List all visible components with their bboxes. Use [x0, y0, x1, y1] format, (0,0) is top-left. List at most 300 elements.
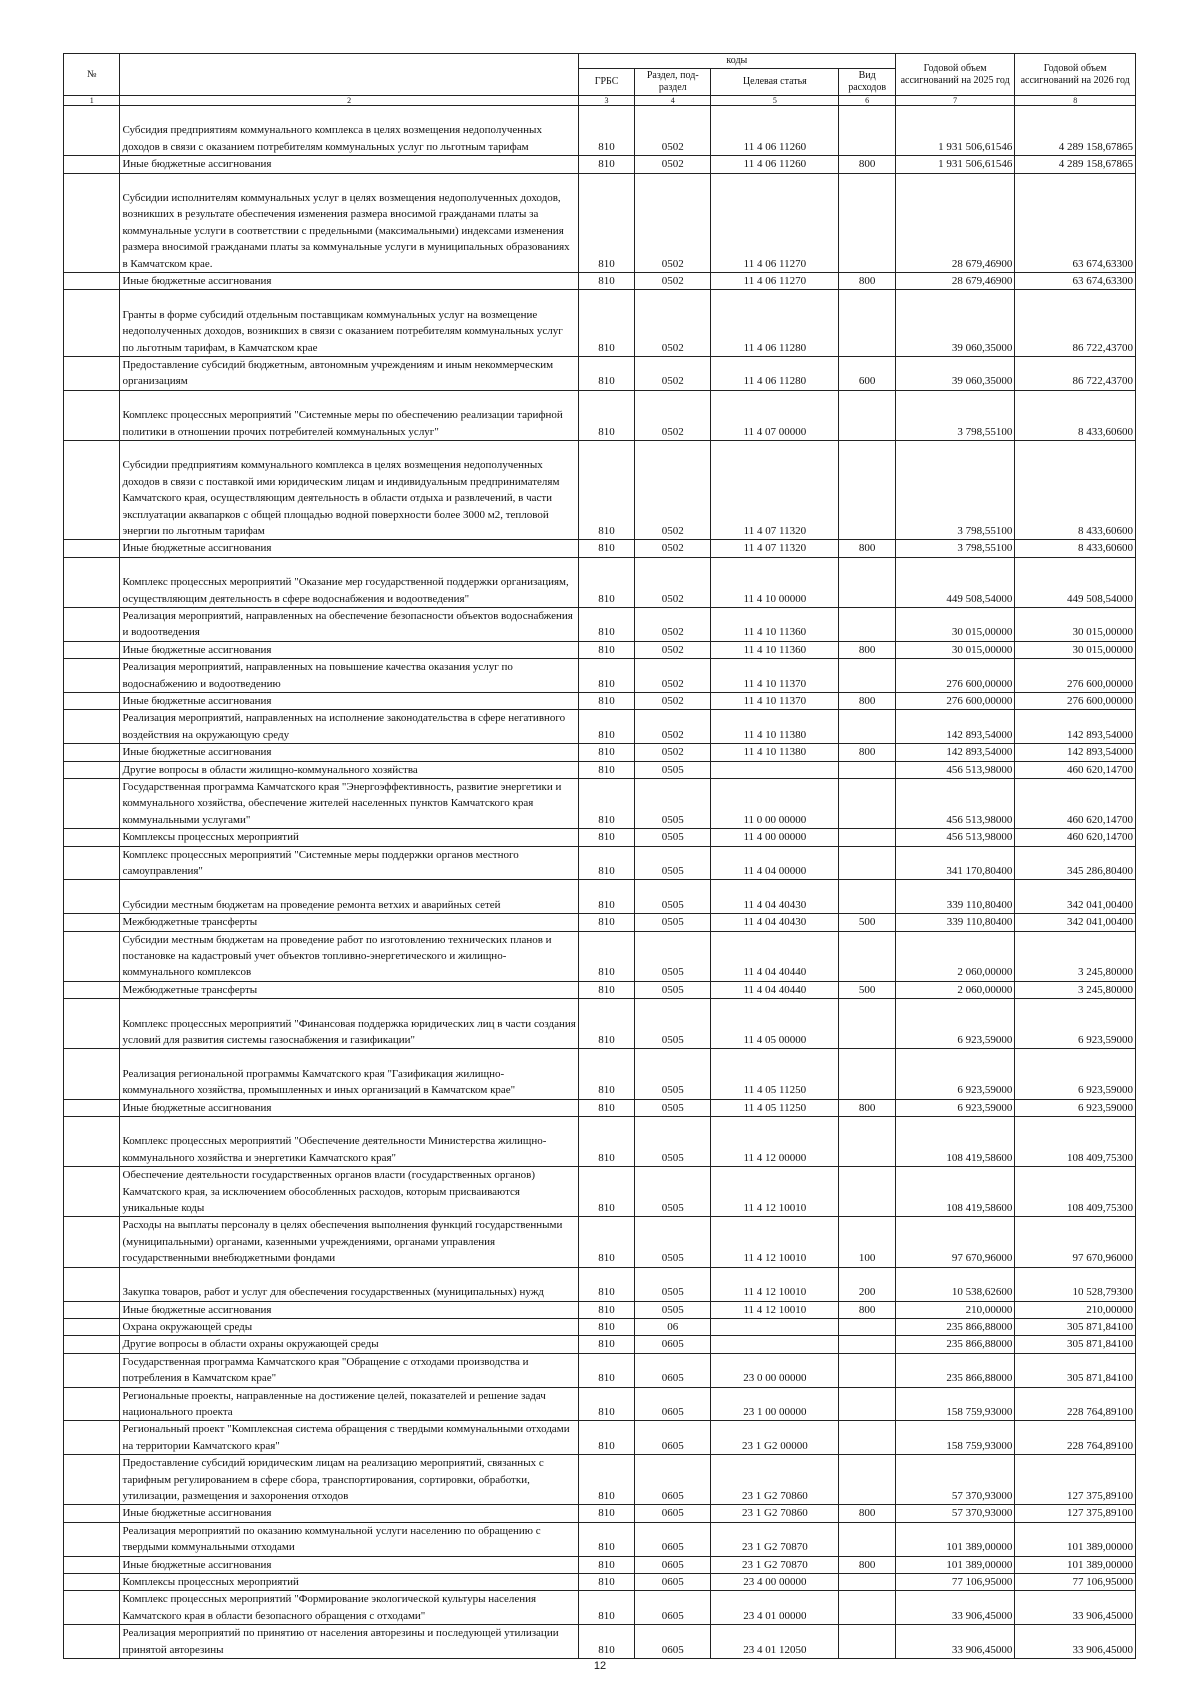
row-razdel: 0505	[635, 779, 711, 829]
row-razdel: 0505	[635, 761, 711, 778]
row-index	[64, 914, 120, 931]
row-amount-2025: 142 893,54000	[895, 744, 1014, 761]
colnum-1: 1	[64, 96, 120, 106]
colnum-7: 7	[895, 96, 1014, 106]
row-grbs: 810	[578, 440, 634, 539]
row-index	[64, 156, 120, 173]
row-name: Государственная программа Камчатского края "Обращение с отходами производства и потребления в Камчатском крае"	[120, 1353, 578, 1387]
row-index	[64, 1318, 120, 1335]
row-target-article: 11 4 07 00000	[711, 390, 839, 440]
row-index	[64, 1117, 120, 1167]
row-razdel: 0502	[635, 272, 711, 289]
row-expense-type	[839, 1574, 895, 1591]
row-razdel: 0605	[635, 1336, 711, 1353]
row-amount-2025: 456 513,98000	[895, 829, 1014, 846]
row-expense-type	[839, 1117, 895, 1167]
table-row	[64, 880, 1136, 914]
table-row	[64, 1353, 1136, 1387]
row-razdel: 0502	[635, 106, 711, 156]
row-amount-2026: 460 620,14700	[1015, 761, 1136, 778]
row-target-article: 11 4 04 40430	[711, 880, 839, 914]
row-name: Комплексы процессных мероприятий	[120, 1574, 578, 1591]
row-index	[64, 1591, 120, 1625]
row-expense-type	[839, 779, 895, 829]
row-amount-2025: 276 600,00000	[895, 693, 1014, 710]
row-razdel: 0502	[635, 290, 711, 357]
row-name: Обеспечение деятельности государственных органов власти (государственных органов) Камчатского края, за исключением обособленных расходов, которым присваиваются уникальные коды	[120, 1167, 578, 1217]
row-name: Реализация мероприятий по оказанию коммунальной услуги населению по обращению с твердыми коммунальными отходами	[120, 1522, 578, 1556]
row-target-article: 11 4 05 11250	[711, 1049, 839, 1099]
row-amount-2025: 77 106,95000	[895, 1574, 1014, 1591]
page-number: 12	[593, 1660, 607, 1672]
row-target-article: 11 0 00 00000	[711, 779, 839, 829]
row-name: Иные бюджетные ассигнования	[120, 1556, 578, 1573]
row-amount-2026: 460 620,14700	[1015, 829, 1136, 846]
table-row	[64, 156, 1136, 173]
row-amount-2026: 33 906,45000	[1015, 1625, 1136, 1659]
row-expense-type: 100	[839, 1217, 895, 1267]
row-index	[64, 981, 120, 998]
row-index	[64, 1574, 120, 1591]
row-grbs: 810	[578, 1318, 634, 1335]
row-grbs: 810	[578, 1353, 634, 1387]
row-index	[64, 607, 120, 641]
row-amount-2025: 3 798,55100	[895, 390, 1014, 440]
row-amount-2026: 4 289 158,67865	[1015, 106, 1136, 156]
table-row	[64, 1455, 1136, 1505]
row-expense-type: 800	[839, 1505, 895, 1522]
row-expense-type	[839, 1625, 895, 1659]
row-name: Реализация мероприятий, направленных на повышение качества оказания услуг по водоснабжению и водоотведению	[120, 659, 578, 693]
row-amount-2026: 6 923,59000	[1015, 1099, 1136, 1116]
row-amount-2026: 449 508,54000	[1015, 557, 1136, 607]
row-target-article: 23 1 G2 70870	[711, 1522, 839, 1556]
row-amount-2025: 2 060,00000	[895, 931, 1014, 981]
row-grbs: 810	[578, 1591, 634, 1625]
row-target-article: 23 4 01 00000	[711, 1591, 839, 1625]
row-razdel: 0505	[635, 880, 711, 914]
row-amount-2025: 210,00000	[895, 1301, 1014, 1318]
row-target-article: 11 4 10 11370	[711, 659, 839, 693]
row-amount-2026: 6 923,59000	[1015, 999, 1136, 1049]
table-row	[64, 846, 1136, 880]
row-target-article: 11 4 06 11270	[711, 272, 839, 289]
row-expense-type	[839, 1353, 895, 1387]
row-expense-type	[839, 106, 895, 156]
row-expense-type: 200	[839, 1267, 895, 1301]
row-razdel: 0505	[635, 914, 711, 931]
row-name: Региональные проекты, направленные на достижение целей, показателей и решение задач национального проекта	[120, 1387, 578, 1421]
row-amount-2026: 63 674,63300	[1015, 173, 1136, 272]
row-grbs: 810	[578, 1455, 634, 1505]
row-razdel: 0505	[635, 1217, 711, 1267]
row-amount-2026: 210,00000	[1015, 1301, 1136, 1318]
row-amount-2025: 6 923,59000	[895, 1049, 1014, 1099]
row-grbs: 810	[578, 761, 634, 778]
row-expense-type: 800	[839, 156, 895, 173]
row-grbs: 810	[578, 290, 634, 357]
row-target-article: 11 4 10 11370	[711, 693, 839, 710]
row-name: Иные бюджетные ассигнования	[120, 1099, 578, 1116]
row-amount-2025: 101 389,00000	[895, 1522, 1014, 1556]
row-name: Комплекс процессных мероприятий "Формирование экологической культуры населения Камчатского края в области безопасного обращения с отходами"	[120, 1591, 578, 1625]
row-razdel: 0502	[635, 693, 711, 710]
row-name: Другие вопросы в области охраны окружающей среды	[120, 1336, 578, 1353]
table-row	[64, 1522, 1136, 1556]
row-name: Региональный проект "Комплексная система обращения с твердыми коммунальными отходами на территории Камчатского края"	[120, 1421, 578, 1455]
row-amount-2025: 449 508,54000	[895, 557, 1014, 607]
row-name: Иные бюджетные ассигнования	[120, 540, 578, 557]
row-razdel: 0502	[635, 607, 711, 641]
row-target-article: 11 4 06 11260	[711, 156, 839, 173]
row-amount-2025: 3 798,55100	[895, 440, 1014, 539]
header-num: №	[64, 54, 120, 96]
table-row	[64, 106, 1136, 156]
table-row	[64, 999, 1136, 1049]
table-row	[64, 1505, 1136, 1522]
table-row	[64, 1217, 1136, 1267]
row-amount-2026: 33 906,45000	[1015, 1591, 1136, 1625]
row-expense-type	[839, 659, 895, 693]
row-amount-2026: 86 722,43700	[1015, 290, 1136, 357]
row-index	[64, 173, 120, 272]
row-razdel: 0502	[635, 557, 711, 607]
row-name: Предоставление субсидий юридическим лицам на реализацию мероприятий, связанных с тарифным регулированием в сфере сбора, транспортирования, сортировки, обработки, утилизации, размещения и захоронения отходов	[120, 1455, 578, 1505]
header-name	[120, 54, 578, 96]
row-amount-2025: 2 060,00000	[895, 981, 1014, 998]
row-razdel: 0605	[635, 1625, 711, 1659]
row-amount-2026: 305 871,84100	[1015, 1353, 1136, 1387]
row-razdel: 0502	[635, 744, 711, 761]
row-amount-2026: 305 871,84100	[1015, 1336, 1136, 1353]
row-razdel: 0605	[635, 1522, 711, 1556]
row-index	[64, 1455, 120, 1505]
row-razdel: 0502	[635, 356, 711, 390]
table-row	[64, 1117, 1136, 1167]
row-amount-2026: 3 245,80000	[1015, 931, 1136, 981]
row-razdel: 0505	[635, 846, 711, 880]
row-grbs: 810	[578, 106, 634, 156]
row-expense-type	[839, 607, 895, 641]
row-name: Предоставление субсидий бюджетным, автономным учреждениям и иным некоммерческим организациям	[120, 356, 578, 390]
row-amount-2025: 97 670,96000	[895, 1217, 1014, 1267]
header-razdel: Раздел, под-раздел	[635, 69, 711, 96]
table-row	[64, 914, 1136, 931]
table-row	[64, 272, 1136, 289]
row-razdel: 0502	[635, 641, 711, 658]
row-expense-type	[839, 710, 895, 744]
row-target-article: 11 4 06 11260	[711, 106, 839, 156]
row-amount-2025: 39 060,35000	[895, 290, 1014, 357]
row-expense-type: 800	[839, 272, 895, 289]
colnum-3: 3	[578, 96, 634, 106]
row-expense-type: 800	[839, 1301, 895, 1318]
table-row	[64, 1574, 1136, 1591]
row-amount-2025: 108 419,58600	[895, 1117, 1014, 1167]
row-expense-type	[839, 1591, 895, 1625]
row-name: Гранты в форме субсидий отдельным поставщикам коммунальных услуг на возмещение недополученных доходов, возникших в связи с оказанием потребителям коммунальных услуг по льготным тарифам, в Камчатском крае	[120, 290, 578, 357]
table-row	[64, 710, 1136, 744]
row-target-article: 11 4 12 10010	[711, 1267, 839, 1301]
row-grbs: 810	[578, 1117, 634, 1167]
row-grbs: 810	[578, 390, 634, 440]
row-expense-type	[839, 846, 895, 880]
row-grbs: 810	[578, 829, 634, 846]
row-target-article: 23 4 01 12050	[711, 1625, 839, 1659]
row-grbs: 810	[578, 272, 634, 289]
table-row	[64, 1049, 1136, 1099]
row-amount-2025: 39 060,35000	[895, 356, 1014, 390]
table-row	[64, 659, 1136, 693]
row-razdel: 0502	[635, 156, 711, 173]
row-index	[64, 880, 120, 914]
row-grbs: 810	[578, 981, 634, 998]
row-target-article: 11 4 05 11250	[711, 1099, 839, 1116]
row-razdel: 0502	[635, 440, 711, 539]
row-expense-type	[839, 173, 895, 272]
row-name: Иные бюджетные ассигнования	[120, 1505, 578, 1522]
row-index	[64, 829, 120, 846]
row-target-article: 11 4 06 11270	[711, 173, 839, 272]
row-name: Иные бюджетные ассигнования	[120, 156, 578, 173]
row-name: Другие вопросы в области жилищно-коммунального хозяйства	[120, 761, 578, 778]
row-target-article: 11 4 10 00000	[711, 557, 839, 607]
row-name: Реализация мероприятий, направленных на исполнение законодательства в сфере негативного воздействия на окружающую среду	[120, 710, 578, 744]
row-razdel: 0505	[635, 1117, 711, 1167]
row-grbs: 810	[578, 880, 634, 914]
row-target-article: 11 4 07 11320	[711, 540, 839, 557]
row-amount-2025: 28 679,46900	[895, 173, 1014, 272]
row-grbs: 810	[578, 1167, 634, 1217]
row-amount-2026: 86 722,43700	[1015, 356, 1136, 390]
row-name: Комплекс процессных мероприятий "Обеспечение деятельности Министерства жилищно-коммунального хозяйства и энергетики Камчатского края"	[120, 1117, 578, 1167]
row-grbs: 810	[578, 999, 634, 1049]
row-amount-2026: 342 041,00400	[1015, 914, 1136, 931]
row-expense-type	[839, 1049, 895, 1099]
table-row	[64, 744, 1136, 761]
row-index	[64, 1336, 120, 1353]
row-index	[64, 1301, 120, 1318]
row-razdel: 0505	[635, 829, 711, 846]
row-amount-2025: 235 866,88000	[895, 1353, 1014, 1387]
row-grbs: 810	[578, 557, 634, 607]
row-name: Комплекс процессных мероприятий "Системные меры поддержки органов местного самоуправления"	[120, 846, 578, 880]
row-amount-2025: 1 931 506,61546	[895, 106, 1014, 156]
row-amount-2026: 30 015,00000	[1015, 607, 1136, 641]
row-amount-2026: 142 893,54000	[1015, 744, 1136, 761]
table-row	[64, 540, 1136, 557]
row-grbs: 810	[578, 659, 634, 693]
row-grbs: 810	[578, 1574, 634, 1591]
row-amount-2026: 460 620,14700	[1015, 779, 1136, 829]
row-amount-2026: 108 409,75300	[1015, 1167, 1136, 1217]
row-amount-2025: 28 679,46900	[895, 272, 1014, 289]
row-grbs: 810	[578, 710, 634, 744]
row-amount-2026: 63 674,63300	[1015, 272, 1136, 289]
row-target-article: 23 0 00 00000	[711, 1353, 839, 1387]
row-index	[64, 1421, 120, 1455]
row-expense-type	[839, 829, 895, 846]
table-row	[64, 1301, 1136, 1318]
colnum-5: 5	[711, 96, 839, 106]
row-amount-2026: 101 389,00000	[1015, 1556, 1136, 1573]
table-row	[64, 1336, 1136, 1353]
row-index	[64, 693, 120, 710]
row-target-article: 23 4 00 00000	[711, 1574, 839, 1591]
row-index	[64, 1217, 120, 1267]
table-row	[64, 981, 1136, 998]
colnum-4: 4	[635, 96, 711, 106]
table-row	[64, 761, 1136, 778]
row-expense-type	[839, 1167, 895, 1217]
table-row	[64, 1421, 1136, 1455]
table-row	[64, 1099, 1136, 1116]
row-index	[64, 1522, 120, 1556]
row-expense-type: 800	[839, 1099, 895, 1116]
row-amount-2025: 6 923,59000	[895, 1099, 1014, 1116]
row-grbs: 810	[578, 1522, 634, 1556]
row-target-article: 23 1 G2 00000	[711, 1421, 839, 1455]
table-row	[64, 1167, 1136, 1217]
row-amount-2026: 3 245,80000	[1015, 981, 1136, 998]
row-amount-2026: 4 289 158,67865	[1015, 156, 1136, 173]
row-razdel: 0505	[635, 999, 711, 1049]
header-2026: Годовой объем ассигнований на 2026 год	[1015, 54, 1136, 96]
row-razdel: 0505	[635, 1167, 711, 1217]
row-amount-2026: 8 433,60600	[1015, 390, 1136, 440]
row-index	[64, 440, 120, 539]
row-amount-2026: 77 106,95000	[1015, 1574, 1136, 1591]
row-amount-2025: 101 389,00000	[895, 1556, 1014, 1573]
row-name: Субсидии исполнителям коммунальных услуг в целях возмещения недополученных доходов, возникших в результате обеспечения изменения размера вносимой гражданами платы за коммунальные услуги в соответствии с предельными (максимальными) индексами изменения размера вносимой гражданами платы за коммунальные услуги в муниципальных образованиях в Камчатском крае.	[120, 173, 578, 272]
header-expense-type: Вид расходов	[839, 69, 895, 96]
budget-table-body	[64, 106, 1136, 1659]
row-amount-2026: 8 433,60600	[1015, 540, 1136, 557]
row-index	[64, 390, 120, 440]
row-name: Субсидии местным бюджетам на проведение ремонта ветхих и аварийных сетей	[120, 880, 578, 914]
row-expense-type	[839, 1455, 895, 1505]
row-amount-2025: 235 866,88000	[895, 1336, 1014, 1353]
row-name: Иные бюджетные ассигнования	[120, 641, 578, 658]
row-amount-2026: 142 893,54000	[1015, 710, 1136, 744]
row-target-article: 11 4 06 11280	[711, 356, 839, 390]
row-index	[64, 659, 120, 693]
row-amount-2026: 127 375,89100	[1015, 1505, 1136, 1522]
row-name: Комплекс процессных мероприятий "Финансовая поддержка юридических лиц в части создания условий для развития системы газоснабжения и газификации"	[120, 999, 578, 1049]
row-grbs: 810	[578, 1049, 634, 1099]
row-razdel: 0605	[635, 1387, 711, 1421]
row-index	[64, 1049, 120, 1099]
row-amount-2025: 33 906,45000	[895, 1625, 1014, 1659]
row-expense-type	[839, 1318, 895, 1335]
row-index	[64, 1353, 120, 1387]
row-name: Иные бюджетные ассигнования	[120, 693, 578, 710]
row-razdel: 0502	[635, 540, 711, 557]
row-amount-2025: 235 866,88000	[895, 1318, 1014, 1335]
row-target-article: 11 4 12 10010	[711, 1301, 839, 1318]
row-grbs: 810	[578, 914, 634, 931]
row-index	[64, 540, 120, 557]
row-grbs: 810	[578, 641, 634, 658]
row-target-article	[711, 1336, 839, 1353]
row-target-article: 11 4 04 40440	[711, 981, 839, 998]
table-row	[64, 390, 1136, 440]
row-amount-2026: 97 670,96000	[1015, 1217, 1136, 1267]
row-target-article: 11 4 04 40440	[711, 931, 839, 981]
row-amount-2025: 6 923,59000	[895, 999, 1014, 1049]
row-expense-type: 800	[839, 641, 895, 658]
row-name: Государственная программа Камчатского края "Энергоэффективность, развитие энергетики и коммунального хозяйства, обеспечение жителей населенных пунктов Камчатского края коммунальными услугами"	[120, 779, 578, 829]
row-name: Реализация мероприятий, направленных на обеспечение безопасности объектов водоснабжения и водоотведения	[120, 607, 578, 641]
row-target-article: 11 4 10 11360	[711, 641, 839, 658]
row-amount-2025: 57 370,93000	[895, 1505, 1014, 1522]
table-row	[64, 290, 1136, 357]
row-amount-2025: 30 015,00000	[895, 607, 1014, 641]
row-expense-type	[839, 1522, 895, 1556]
row-grbs: 810	[578, 1267, 634, 1301]
row-grbs: 810	[578, 1505, 634, 1522]
row-razdel: 06	[635, 1318, 711, 1335]
row-amount-2025: 456 513,98000	[895, 761, 1014, 778]
row-amount-2026: 276 600,00000	[1015, 693, 1136, 710]
row-grbs: 810	[578, 540, 634, 557]
row-index	[64, 710, 120, 744]
row-amount-2025: 276 600,00000	[895, 659, 1014, 693]
table-row	[64, 1387, 1136, 1421]
row-target-article: 23 1 G2 70870	[711, 1556, 839, 1573]
row-expense-type: 800	[839, 744, 895, 761]
table-row	[64, 1556, 1136, 1573]
row-grbs: 810	[578, 1421, 634, 1455]
row-expense-type: 800	[839, 693, 895, 710]
row-target-article: 11 4 06 11280	[711, 290, 839, 357]
header-grbs: ГРБС	[578, 69, 634, 96]
row-index	[64, 1505, 120, 1522]
row-amount-2026: 345 286,80400	[1015, 846, 1136, 880]
row-amount-2025: 142 893,54000	[895, 710, 1014, 744]
row-name: Комплексы процессных мероприятий	[120, 829, 578, 846]
row-grbs: 810	[578, 356, 634, 390]
row-razdel: 0502	[635, 659, 711, 693]
row-razdel: 0605	[635, 1421, 711, 1455]
table-row	[64, 440, 1136, 539]
row-amount-2025: 341 170,80400	[895, 846, 1014, 880]
row-name: Иные бюджетные ассигнования	[120, 272, 578, 289]
row-razdel: 0605	[635, 1556, 711, 1573]
row-razdel: 0605	[635, 1455, 711, 1505]
row-razdel: 0505	[635, 981, 711, 998]
row-razdel: 0605	[635, 1505, 711, 1522]
row-name: Иные бюджетные ассигнования	[120, 744, 578, 761]
row-expense-type	[839, 931, 895, 981]
row-razdel: 0505	[635, 1267, 711, 1301]
table-row	[64, 641, 1136, 658]
row-name: Межбюджетные трансферты	[120, 914, 578, 931]
row-index	[64, 931, 120, 981]
row-index	[64, 356, 120, 390]
row-razdel: 0605	[635, 1574, 711, 1591]
row-razdel: 0505	[635, 931, 711, 981]
row-expense-type	[839, 1336, 895, 1353]
row-amount-2026: 228 764,89100	[1015, 1421, 1136, 1455]
row-target-article: 11 4 10 11360	[711, 607, 839, 641]
row-razdel: 0505	[635, 1049, 711, 1099]
row-razdel: 0505	[635, 1099, 711, 1116]
row-grbs: 810	[578, 156, 634, 173]
row-expense-type: 800	[839, 540, 895, 557]
table-row	[64, 607, 1136, 641]
row-index	[64, 1167, 120, 1217]
